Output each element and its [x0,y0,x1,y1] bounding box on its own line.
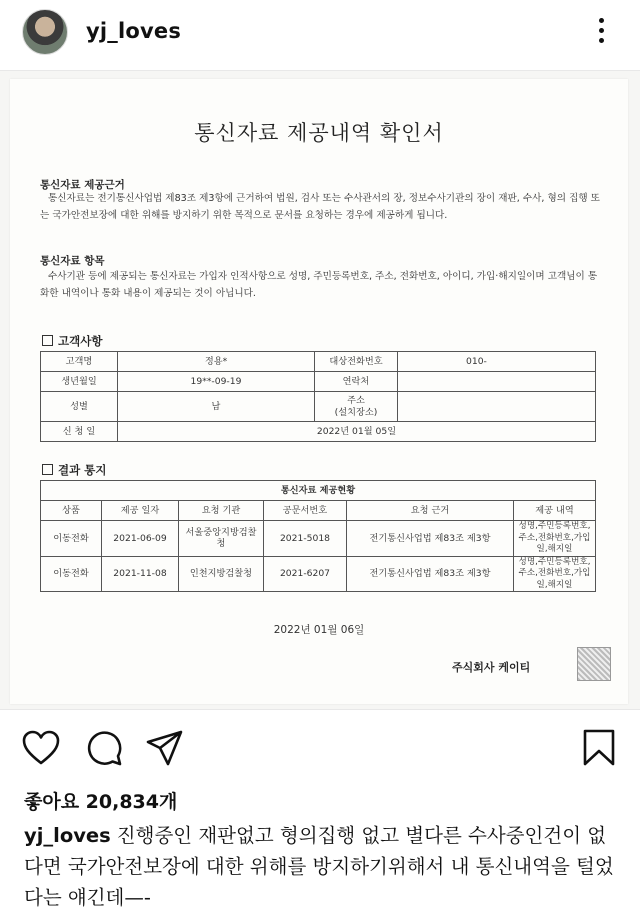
customer-phone-label: 대상전화번호 [315,352,398,372]
comment-icon[interactable] [85,729,123,767]
table-row [41,521,596,557]
result-header-cell: 제공 일자 [102,501,179,521]
result-table-caption: 통신자료 제공현황 [41,481,596,501]
customer-address-label: 주소 (설치장소) [315,392,398,422]
customer-request-label: 신 청 일 [41,422,118,442]
customer-gender-label: 성별 [41,392,118,422]
result-header-cell: 제공 내역 [514,501,596,521]
result-header-cell: 상품 [41,501,102,521]
customer-request-value: 2022년 01월 05일 [118,422,596,442]
customer-contact-label: 연락처 [315,372,398,392]
result-table [40,480,596,592]
heart-icon[interactable] [22,730,60,766]
items-text: 수사기관 등에 제공되는 통신자료는 가입자 인적사항으로 성명, 주민등록번호, 주소, 전화번호, 아이디, 가입·해지일이며 고객님이 통화한 내역이나 통화 내용이 제공되는 것이 아닙니다. [40,271,598,299]
document-paper [10,79,628,704]
customer-address-value [398,392,596,422]
customer-phone-value: 010- [398,352,596,372]
customer-name-value: 정용* [118,352,315,372]
result-cell: 이동전화 [41,556,102,592]
caption-username[interactable]: yj_loves [24,824,111,847]
result-header-cell: 요청 근거 [347,501,514,521]
customer-heading-label: 고객사항 [58,334,103,348]
result-cell: 전기통신사업법 제83조 제3항 [347,556,514,592]
result-heading [42,462,106,478]
table-row [41,556,596,592]
customer-table [40,351,596,442]
result-cell: 2021-06-09 [102,521,179,557]
result-cell: 2021-6207 [264,556,347,592]
company-seal-icon [577,647,611,681]
post-image[interactable] [0,70,640,710]
bookmark-icon[interactable] [582,729,616,767]
post-header [0,0,640,66]
result-header-cell: 요청 기관 [179,501,264,521]
result-header-cell: 공문서번호 [264,501,347,521]
customer-contact-value [398,372,596,392]
result-cell: 2021-11-08 [102,556,179,592]
document-title: 통신자료 제공내역 확인서 [194,121,444,145]
company-name: 주식회사 케이티 [452,661,531,674]
result-cell: 2021-5018 [264,521,347,557]
customer-name-label: 고객명 [41,352,118,372]
basis-text: 통신자료는 전기통신사업법 제83조 제3항에 근거하여 법원, 검사 또는 수사관서의 장, 정보수사기관의 장이 재판, 수사, 형의 집행 또는 국가안전보장에 대한 위해를 방지하기 위한 목적으로 문서를 요청하는 경우에 제공하게 됩니다. [40,193,600,221]
result-cell: 성명,주민등록번호,주소,전화번호,가입일,해지일 [514,556,596,592]
likes-count[interactable]: 좋아요 20,834개 [24,791,178,813]
customer-heading [42,333,102,349]
result-cell: 서울중앙지방검찰청 [179,521,264,557]
checkbox-square-icon [42,335,53,346]
more-options-icon[interactable] [596,18,606,46]
result-cell: 이동전화 [41,521,102,557]
items-heading: 통신자료 항목 [40,255,105,267]
caption [24,820,620,913]
issue-date: 2022년 01월 06일 [273,624,365,636]
result-cell: 성명,주민등록번호,주소,전화번호,가입일,해지일 [514,521,596,557]
result-cell: 인천지방검찰청 [179,556,264,592]
action-bar [0,725,640,771]
customer-birth-value: 19**-09-19 [118,372,315,392]
customer-gender-value: 남 [118,392,315,422]
caption-text: 진행중인 재판없고 형의집행 없고 별다른 수사중인건이 없다면 국가안전보장에 대한 위해를 방지하기위해서 내 통신내역을 털었다는 얘긴데—- [24,824,614,909]
basis-heading: 통신자료 제공근거 [40,179,125,191]
customer-birth-label: 생년월일 [41,372,118,392]
paper-plane-icon[interactable] [146,730,184,766]
result-cell: 전기통신사업법 제83조 제3항 [347,521,514,557]
result-heading-label: 결과 통지 [58,463,107,477]
checkbox-square-icon [42,464,53,475]
username[interactable]: yj_loves [86,19,182,43]
avatar[interactable] [22,9,68,55]
